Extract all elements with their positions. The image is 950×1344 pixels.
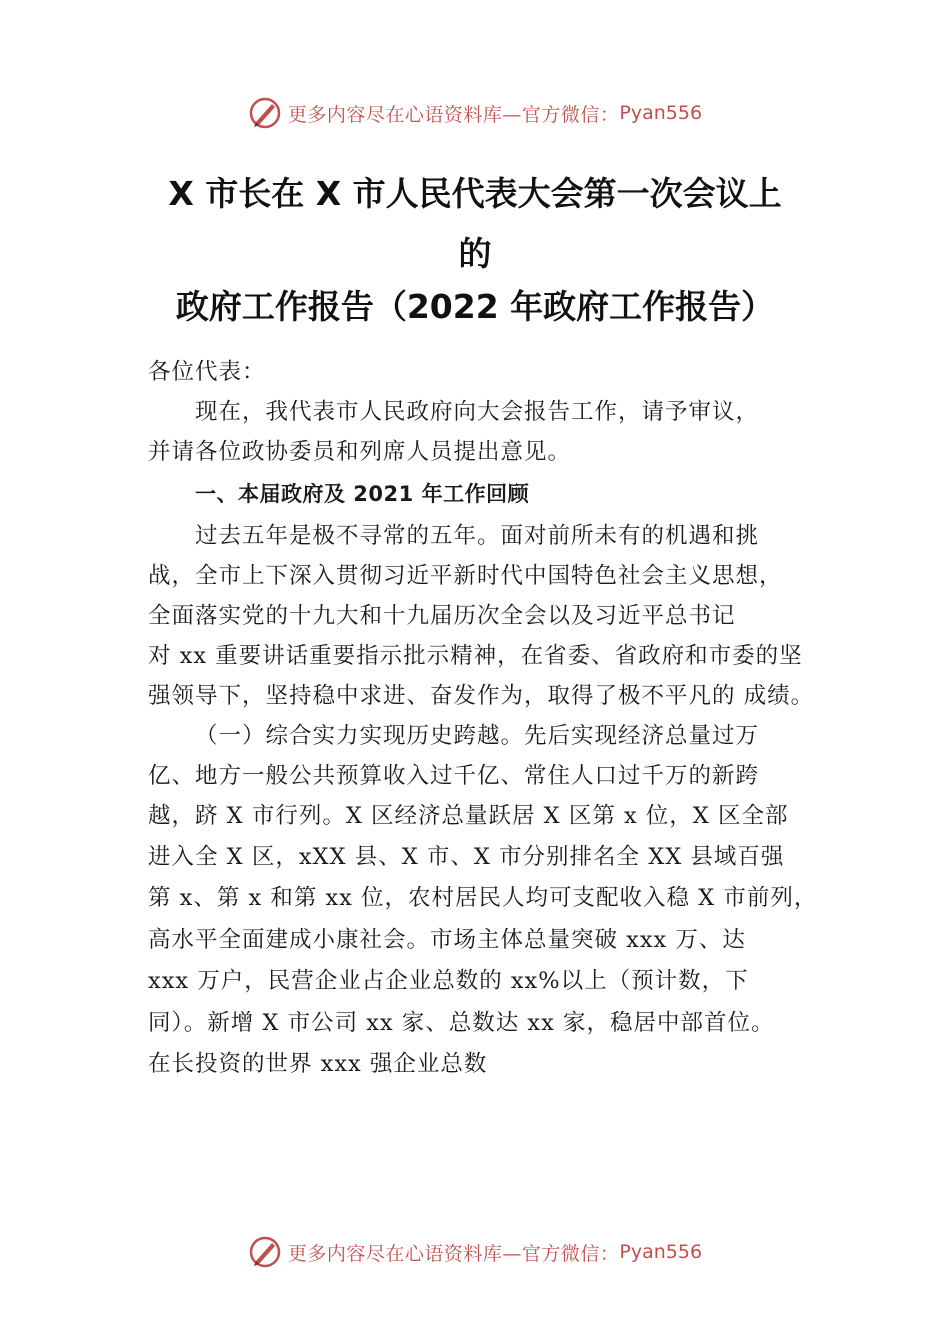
pen-seal-icon [248, 96, 282, 130]
document-title-line-1: X 市长在 X 市人民代表大会第一次会议上 [168, 174, 782, 213]
document-title-line-3: 政府工作报告（2022 年政府工作报告） [175, 287, 775, 326]
intro-line: 并请各位政协委员和列席人员提出意见。 [148, 439, 572, 465]
footer-watermark [0, 1232, 950, 1272]
paragraph-line: 战，全市上下深入贯彻习近平新时代中国特色社会主义思想， [148, 563, 783, 589]
paragraph-line: 越，跻 X 市行列。X 区经济总量跃居 X 区第 x 位，X 区全部 [148, 803, 789, 829]
paragraph-line: xxx 万户，民营企业占企业总数的 xx%以上（预计数，下 [148, 968, 749, 994]
paragraph-line: 亿、地方一般公共预算收入过千亿、常住人口过千万的新跨 [148, 763, 760, 789]
watermark-text: 更多内容尽在心语资料库—官方微信： [287, 1242, 620, 1265]
watermark-text: 更多内容尽在心语资料库—官方微信： [287, 103, 620, 126]
watermark-wechat-id: Pyan556 [619, 102, 703, 124]
intro-line: 现在，我代表市人民政府向大会报告工作，请予审议， [195, 399, 760, 425]
paragraph-line: 过去五年是极不寻常的五年。面对前所未有的机遇和挑 [195, 523, 760, 549]
paragraph-line: （一）综合实力实现历史跨越。先后实现经济总量过万 [195, 723, 760, 749]
paragraph-line: 高水平全面建成小康社会。市场主体总量突破 xxx 万、达 [148, 927, 746, 953]
watermark-wechat-id: Pyan556 [619, 1241, 703, 1263]
paragraph-line: 强领导下，坚持稳中求进、奋发作为，取得了极不平凡的 成绩。 [148, 683, 815, 709]
paragraph-line: 第 x、第 x 和第 xx 位，农村居民人均可支配收入稳 X 市前列， [148, 885, 818, 911]
pen-seal-icon [248, 1235, 282, 1269]
document-title-line-2: 的 [458, 234, 492, 273]
paragraph-line: 全面落实党的十九大和十九届历次全会以及习近平总书记 [148, 603, 736, 629]
paragraph-line: 在长投资的世界 xxx 强企业总数 [148, 1051, 488, 1077]
header-watermark [0, 93, 950, 133]
paragraph-line: 进入全 X 区，xXX 县、X 市、X 市分别排名全 XX 县域百强 [148, 844, 785, 870]
paragraph-line: 同）。新增 X 市公司 xx 家、总数达 xx 家，稳居中部首位。 [148, 1010, 775, 1036]
section-heading: 一、本届政府及 2021 年工作回顾 [195, 482, 530, 506]
paragraph-line: 对 xx 重要讲话重要指示批示精神，在省委、省政府和市委的坚 [148, 643, 803, 669]
salutation: 各位代表： [148, 359, 266, 385]
